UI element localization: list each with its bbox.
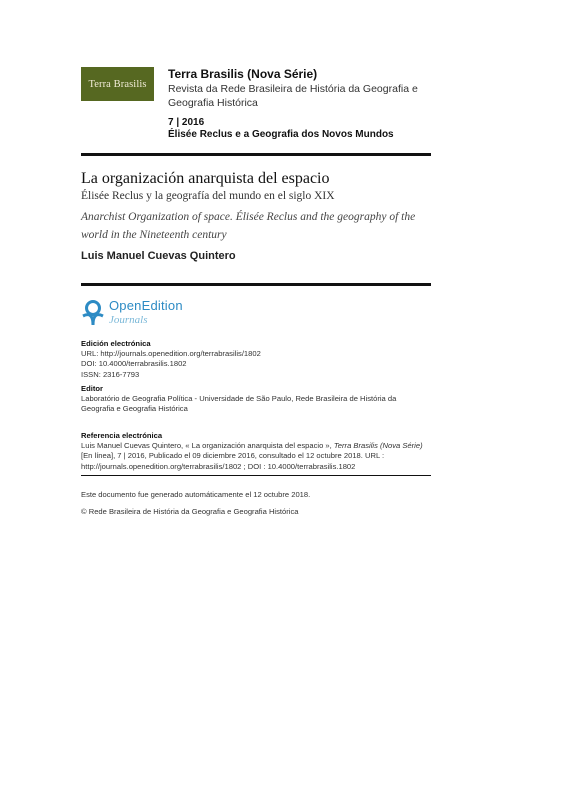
openedition-sub: Journals <box>109 314 148 326</box>
issue-info <box>168 117 438 140</box>
editor-label: Editor <box>81 384 103 393</box>
electronic-edition-label: Edición electrónica <box>81 339 151 348</box>
electronic-doi[interactable]: DOI: 10.4000/terrabrasilis.1802 <box>81 359 187 369</box>
article-author: Luis Manuel Cuevas Quintero <box>81 250 236 262</box>
copyright-note: © Rede Brasileira de História da Geografia e Geografia Histórica <box>81 507 299 516</box>
middle-divider <box>81 283 431 286</box>
reference-text <box>81 441 431 472</box>
issue-number: 7 | 2016 <box>168 117 205 128</box>
top-divider <box>81 153 431 156</box>
footer-divider <box>81 475 431 476</box>
reference-section <box>81 431 431 472</box>
openedition-logo[interactable] <box>81 297 201 331</box>
journal-subtitle: Revista da Rede Brasileira de História da Geografia e Geografia Histórica <box>168 83 418 109</box>
editor-text: Laboratório de Geografia Política - Universidade de São Paulo, Rede Brasileira de História da Geografia e Geografia Histórica <box>81 394 397 414</box>
electronic-url[interactable]: URL: http://journals.openedition.org/terrabrasilis/1802 <box>81 349 261 359</box>
journal-logo-text: Terra Brasilis <box>88 78 147 90</box>
issue-title: Élisée Reclus e a Geografia dos Novos Mundos <box>168 128 394 140</box>
reference-label: Referencia electrónica <box>81 431 163 440</box>
journal-logo <box>81 67 154 101</box>
article-subtitle: Élisée Reclus y la geografía del mundo en el siglo XIX <box>81 190 335 202</box>
article-title: La organización anarquista del espacio <box>81 170 330 187</box>
journal-header <box>168 66 438 110</box>
reference-journal: Terra Brasilis (Nova Série) <box>333 441 423 451</box>
reference-part1: Luis Manuel Cuevas Quintero, « La organización anarquista del espacio », <box>81 441 334 451</box>
generated-note: Este documento fue generado automáticamente el 12 octubre 2018. <box>81 490 311 499</box>
editor-section <box>81 384 431 415</box>
journal-title: Terra Brasilis (Nova Série) <box>168 67 318 81</box>
article-english-title: Anarchist Organization of space. Élisée Reclus and the geography of the world in the Nineteenth century <box>81 211 416 241</box>
openedition-name: OpenEdition <box>109 298 183 313</box>
openedition-flower-icon <box>81 299 105 327</box>
electronic-issn: ISSN: 2316-7793 <box>81 369 140 379</box>
electronic-edition-section <box>81 339 431 380</box>
reference-part2: [En línea], 7 | 2016, Publicado el 09 diciembre 2016, consultado el 12 octubre 2018. URL : http://journals.openedition.org/terrabrasilis/1802 ; DOI : 10.4000/terrabrasilis.1802 <box>81 451 385 471</box>
